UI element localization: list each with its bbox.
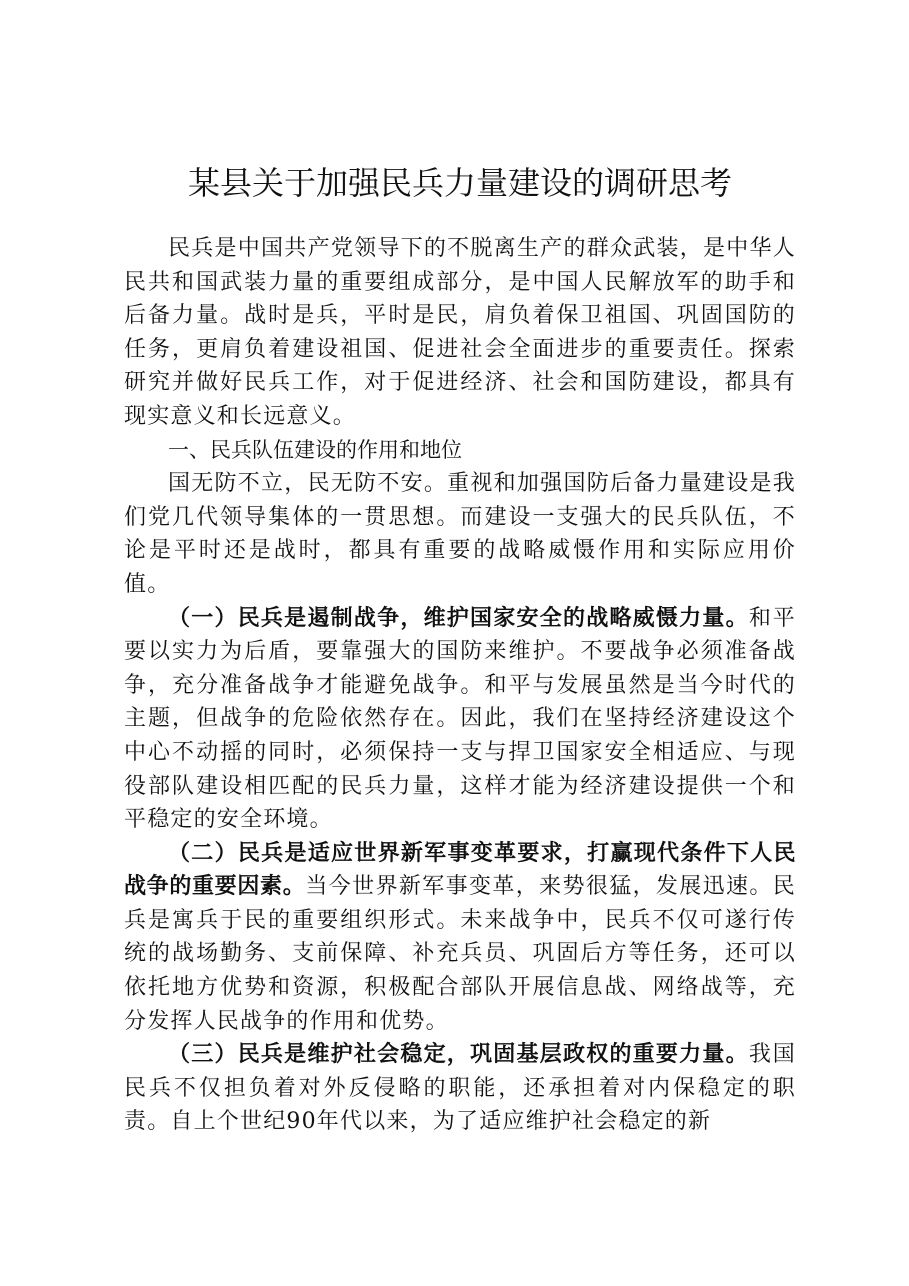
document-title: 某县关于加强民兵力量建设的调研思考 xyxy=(187,164,732,202)
point-1-body: 和平要以实力为后盾，要靠强大的国防来维护。不要战争必须准备战争，充分准备战争才能避免战争。和平与发展虽然是当今时代的主题，但战争的危险依然存在。因此，我们在坚持经济建设这个中心不动摇的同时，必须保持一支与捍卫国家安全相适应、与现役部队建设相匹配的民兵力量，这样才能为经济建设提供一个和平稳定的安全环境。 xyxy=(124,605,796,833)
section-heading: 一、民兵队伍建设的作用和地位 xyxy=(168,437,462,462)
point-2-body: 当今世界新军事变革，来势很猛，发展迅速。民兵是寓兵于民的重要组织形式。未来战争中，民兵不仅可遂行传统的战场勤务、支前保障、补充兵员、巩固后方等任务，还可以依托地方优势和资源，积极配合部队开展信息战、网络战等，充分发挥人民战争的作用和优势。 xyxy=(124,874,796,1034)
point-2-lead: （二）民兵是适应世界新军事变革要求，打赢现代条件下人民战争的重要因素。 xyxy=(124,840,796,900)
section-intro-paragraph: 国无防不立，民无防不安。重视和加强国防后备力量建设是我们党几代领导集体的一贯思想。而建设一支强大的民兵队伍，不论是平时还是战时，都具有重要的战略威慑作用和实际应用价值。 xyxy=(124,471,796,597)
point-2-paragraph xyxy=(124,837,796,1039)
point-3-body: 我国民兵不仅担负着对外反侵略的职能，还承担着对内保稳定的职责。自上个世纪90年代以来，为了适应维护社会稳定的新 xyxy=(124,1042,796,1135)
document-page xyxy=(124,160,796,1139)
point-3-lead: （三）民兵是维护社会稳定，巩固基层政权的重要力量。 xyxy=(168,1042,749,1068)
point-1-lead: （一）民兵是遏制战争，维护国家安全的战略威慑力量。 xyxy=(168,605,749,631)
intro-paragraph: 民兵是中国共产党领导下的不脱离生产的群众武装，是中华人民共和国武装力量的重要组成部分，是中国人民解放军的助手和后备力量。战时是兵，平时是民，肩负着保卫祖国、巩固国防的任务，更肩负着建设祖国、促进社会全面进步的重要责任。探索研究并做好民兵工作，对于促进经济、社会和国防建设，都具有现实意义和长远意义。 xyxy=(124,236,796,429)
point-1-paragraph xyxy=(124,602,796,837)
point-3-paragraph xyxy=(124,1038,796,1139)
